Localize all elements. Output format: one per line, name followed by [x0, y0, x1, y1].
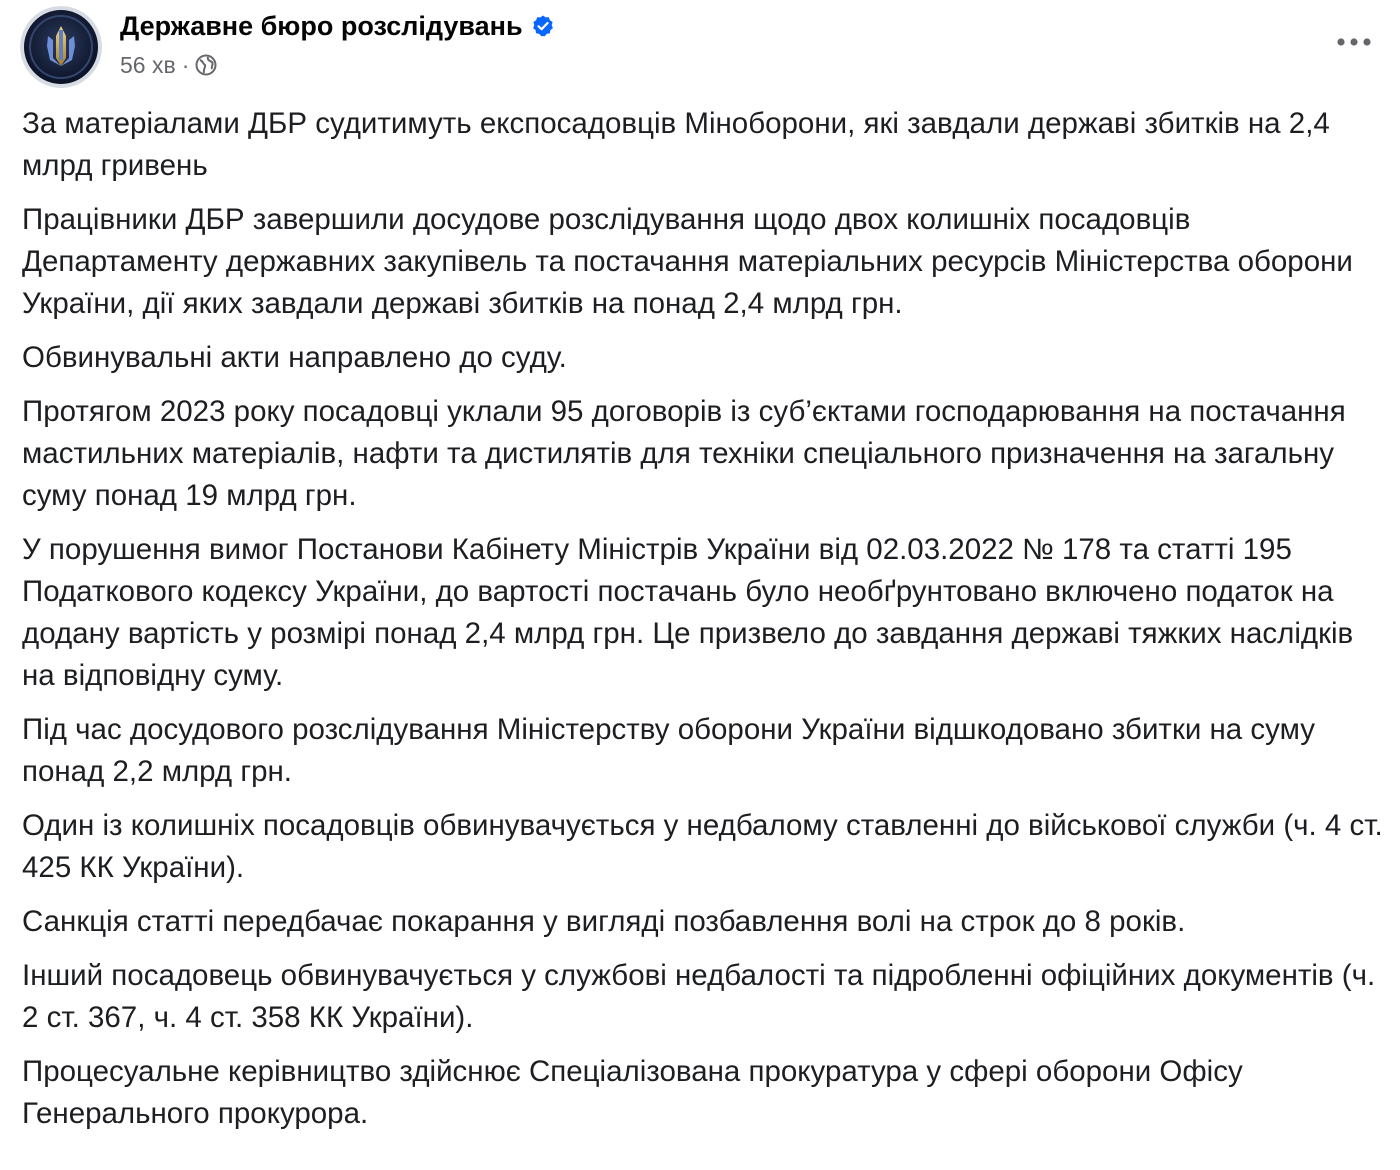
post-paragraph: У порушення вимог Постанови Кабінету Міністрів України від 02.03.2022 № 178 та статті 195 Податкового кодексу України, до вартості постачань було необґрунтовано включено податок на додану вартість у розмірі понад 2,4 млрд грн. Це призвело до завдання державі тяжких наслідків на відповідну суму.	[22, 533, 1354, 692]
post-paragraph: Протягом 2023 року посадовці уклали 95 договорів із суб’єктами господарювання на постачання мастильних матеріалів, нафти та дистилятів для техніки спеціального призначення на загальну суму понад 19 млрд грн.	[22, 395, 1346, 512]
globe-icon	[195, 54, 217, 76]
avatar[interactable]	[20, 6, 102, 88]
post-paragraph: Один із колишніх посадовців обвинувачується у недбалому ставленні до військової служби (ч. 4 ст. 425 КК України).	[22, 809, 1383, 884]
post-timestamp[interactable]: 56 хв	[120, 51, 176, 78]
post-paragraph: Процесуальне керівництво здійснює Спеціалізована прокуратура у сфері оборони Офісу Генерального прокурора.	[22, 1055, 1243, 1130]
dbr-emblem-logo	[20, 6, 102, 88]
more-options-button[interactable]	[1332, 20, 1376, 64]
more-options-icon	[1336, 37, 1372, 47]
post-paragraph: Інший посадовець обвинувачується у службові недбалості та підробленні офіційних документів (ч. 2 ст. 367, ч. 4 ст. 358 КК України).	[22, 959, 1376, 1034]
post-header	[20, 6, 1390, 86]
page-name[interactable]: Державне бюро розслідувань	[120, 10, 523, 41]
post-meta	[120, 50, 217, 80]
post-paragraph: Санкція статті передбачає покарання у вигляді позбавлення волі на строк до 8 років.	[22, 905, 1186, 938]
post-paragraph: Працівники ДБР завершили досудове розслідування щодо двох колишніх посадовців Департаменту державних закупівель та постачання матеріальних ресурсів Міністерства оборони України, дії яких завдали державі збитків на понад 2,4 млрд грн.	[22, 203, 1353, 320]
meta-separator: ·	[181, 51, 190, 78]
post-paragraph: Обвинувальні акти направлено до суду.	[22, 341, 567, 374]
post-paragraph: За матеріалами ДБР судитимуть експосадовців Міноборони, які завдали державі збитків на 2,4 млрд гривень	[22, 107, 1330, 182]
author-row	[120, 8, 555, 44]
post-paragraph: Під час досудового розслідування Міністерству оборони України відшкодовано збитки на суму понад 2,2 млрд грн.	[22, 713, 1315, 788]
verified-badge-icon	[531, 14, 555, 38]
post-body	[22, 103, 1392, 1147]
